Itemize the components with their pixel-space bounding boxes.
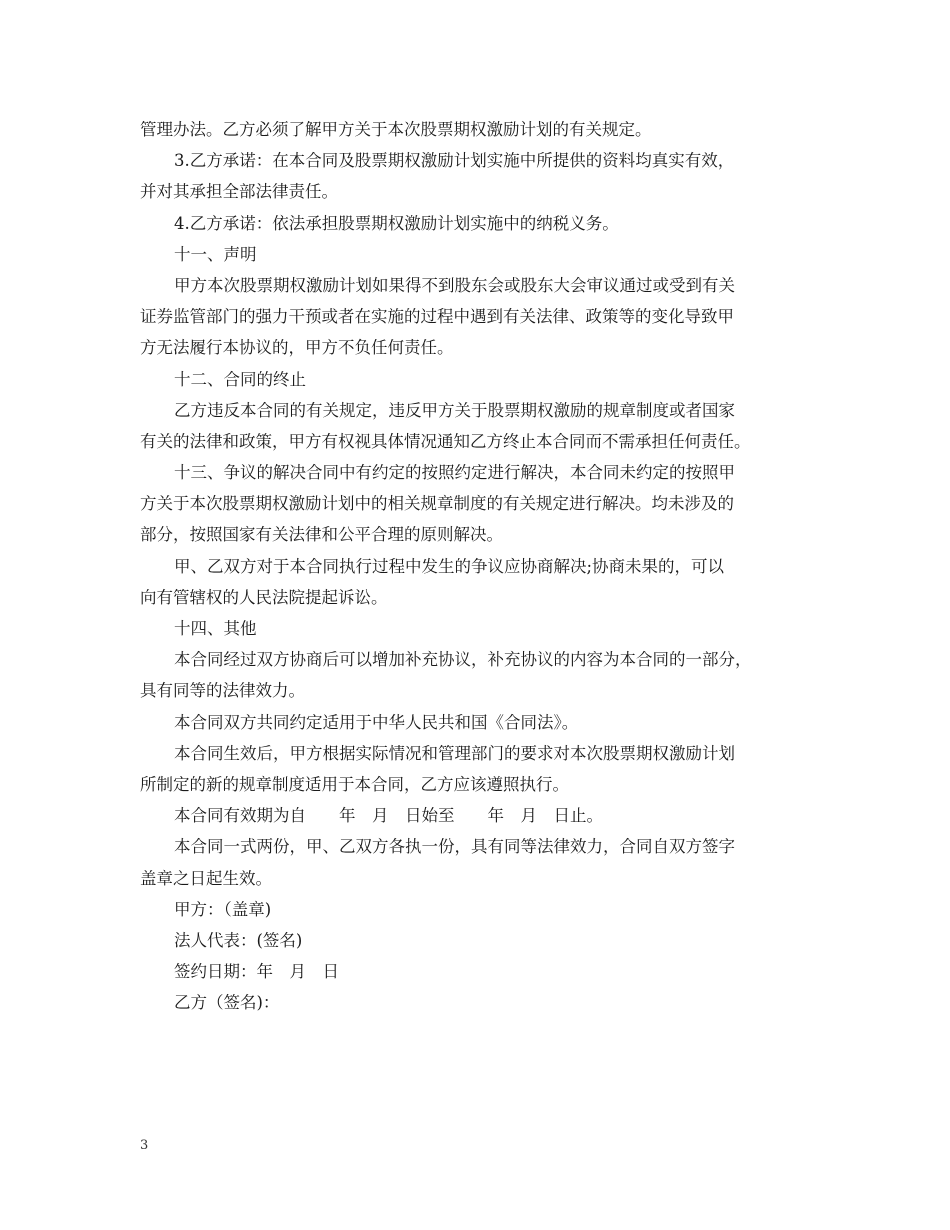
text-line: 本合同一式两份，甲、乙双方各执一份，具有同等法律效力，合同自双方签字 (174, 837, 735, 857)
text-line: 甲方本次股票期权激励计划如果得不到股东会或股东大会审议通过或受到有关 (174, 275, 735, 295)
text-line: 所制定的新的规章制度适用于本合同，乙方应该遵照执行。 (140, 774, 569, 794)
text-line: 向有管辖权的人民法院提起诉讼。 (140, 587, 388, 607)
validity-period: 本合同有效期为自 年 月 日始至 年 月 日止。 (174, 806, 603, 826)
text-line: 具有同等的法律效力。 (140, 681, 305, 701)
text-line: 方无法履行本协议的，甲方不负任何责任。 (140, 338, 454, 358)
text-line: 盖章之日起生效。 (140, 868, 272, 888)
page-number: 3 (140, 1138, 149, 1153)
text-line: 甲、乙双方对于本合同执行过程中发生的争议应协商解决;协商未果的，可以 (174, 556, 725, 576)
clause-4: 4.乙方承诺：依法承担股票期权激励计划实施中的纳税义务。 (174, 213, 619, 233)
section-heading-11: 十一、声明 (174, 244, 257, 264)
text-line: 方关于本次股票期权激励计划中的相关规章制度的有关规定进行解决。均未涉及的 (140, 494, 734, 514)
party-b-signature: 乙方（签名)： (174, 993, 280, 1013)
text-line: 本合同生效后，甲方根据实际情况和管理部门的要求对本次股票期权激励计划 (174, 743, 735, 763)
section-heading-13: 十三、争议的解决合同中有约定的按照约定进行解决，本合同未约定的按照甲 (174, 463, 735, 483)
signing-date: 签约日期：年 月 日 (174, 962, 339, 982)
section-heading-12: 十二、合同的终止 (174, 369, 306, 389)
document-body (140, 114, 812, 1018)
text-line: 本合同经过双方协商后可以增加补充协议，补充协议的内容为本合同的一部分， (174, 650, 752, 670)
text-line: 并对其承担全部法律责任。 (140, 182, 338, 202)
legal-representative-signature: 法人代表：(签名) (174, 930, 303, 950)
text-line: 乙方违反本合同的有关规定，违反甲方关于股票期权激励的规章制度或者国家 (174, 400, 735, 420)
text-line: 部分，按照国家有关法律和公平合理的原则解决。 (140, 525, 503, 545)
section-heading-14: 十四、其他 (174, 619, 257, 638)
party-a-seal: 甲方：（盖章) (174, 899, 272, 919)
text-line: 管理办法。乙方必须了解甲方关于本次股票期权激励计划的有关规定。 (140, 120, 652, 139)
text-line: 本合同双方共同约定适用于中华人民共和国《合同法》。 (174, 712, 579, 732)
text-line: 有关的法律和政策，甲方有权视具体情况通知乙方终止本合同而不需承担任何责任。 (140, 431, 751, 451)
clause-3: 3.乙方承诺：在本合同及股票期权激励计划实施中所提供的资料均真实有效， (174, 151, 735, 171)
text-line: 证券监管部门的强力干预或者在实施的过程中遇到有关法律、政策等的变化导致甲 (140, 307, 734, 327)
